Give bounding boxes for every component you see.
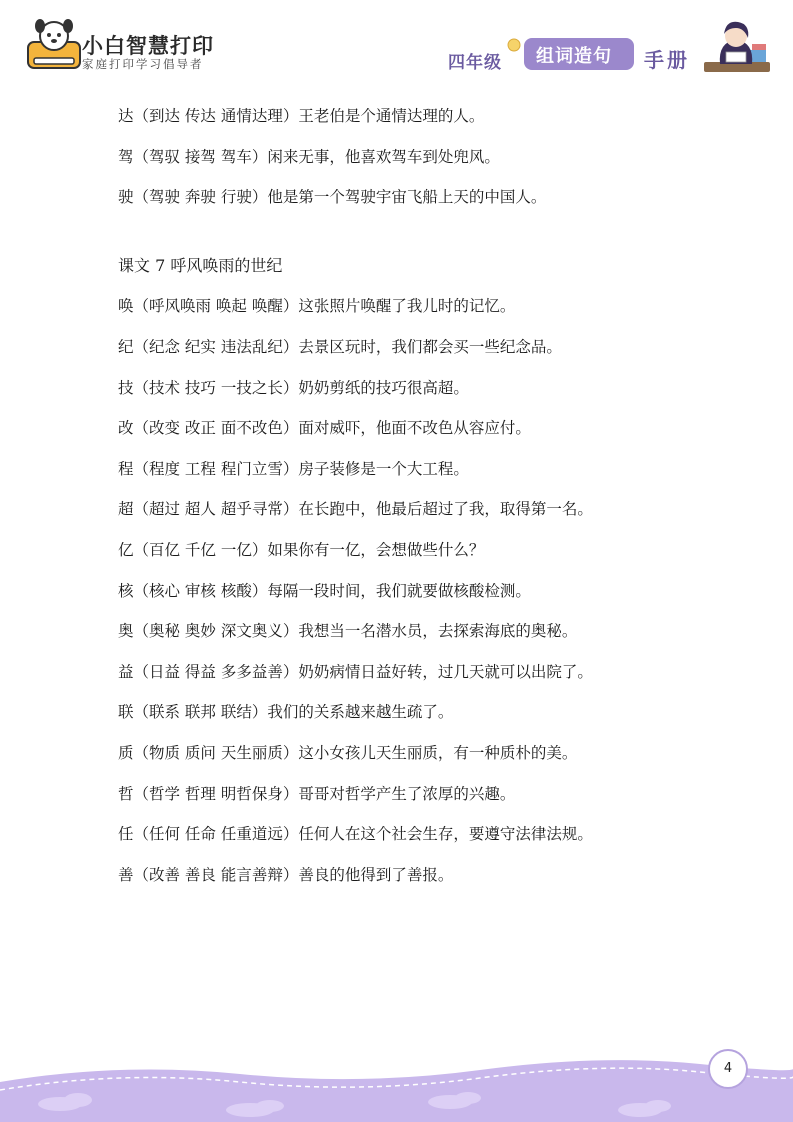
entry-line: 亿（百亿 千亿 一亿）如果你有一亿，会想做些什么？ — [118, 540, 485, 559]
printer-dog-logo-icon — [26, 18, 82, 70]
entry-line: 核（核心 审核 核酸）每隔一段时间，我们就要做核酸检测。 — [118, 581, 531, 600]
entry-line: 驶（驾驶 奔驶 行驶）他是第一个驾驶宇宙飞船上天的中国人。 — [118, 188, 547, 207]
page-number: 4 — [708, 1049, 748, 1089]
entry-line: 驾（驾驭 接驾 驾车）闲来无事，他喜欢驾车到处兜风。 — [118, 147, 500, 166]
page-header — [0, 0, 793, 86]
entry-line: 质（物质 质问 天生丽质）这小女孩儿天生丽质，有一种质朴的美。 — [118, 743, 578, 762]
main-content — [118, 103, 718, 902]
grade-label: 四年级 — [448, 53, 502, 73]
entry-line: 达（到达 传达 通情达理）王老伯是个通情达理的人。 — [118, 107, 485, 125]
entry-line: 程（程度 工程 程门立雪）房子装修是一个大工程。 — [118, 459, 469, 478]
entry-line: 改（改变 改正 面不改色）面对威吓，他面不改色从容应付。 — [118, 419, 531, 438]
entry-line: 奥（奥秘 奥妙 深文奥义）我想当一名潜水员，去探索海底的奥秘。 — [118, 622, 578, 641]
footer-wave — [0, 1040, 793, 1122]
entry-line: 哲（哲学 哲理 明哲保身）哥哥对哲学产生了浓厚的兴趣。 — [118, 784, 516, 803]
entry-line: 纪（纪念 纪实 违法乱纪）去景区玩时，我们都会买一些纪念品。 — [118, 337, 562, 356]
entry-line: 技（技术 技巧 一技之长）奶奶剪纸的技巧很高超。 — [118, 378, 469, 397]
lesson-title: 课文 7 呼风唤雨的世纪 — [118, 255, 283, 275]
entry-line: 联（联系 联邦 联结）我们的关系越来越生疏了。 — [118, 703, 454, 722]
entry-line: 超（超过 超人 超乎寻常）在长跑中，他最后超过了我，取得第一名。 — [118, 500, 593, 519]
coin-icon — [507, 38, 521, 52]
entry-line: 善（改善 善良 能言善辩）善良的他得到了善报。 — [118, 865, 454, 884]
title-tail: 手册 — [644, 48, 690, 72]
entry-line: 益（日益 得益 多多益善）奶奶病情日益好转，过几天就可以出院了。 — [118, 662, 593, 681]
brand-slogan: 家庭打印学习倡导者 — [82, 57, 204, 71]
title-pill-text: 组词造句 — [536, 46, 612, 67]
brand-name: 小白智慧打印 — [82, 34, 214, 58]
girl-reading-icon — [700, 12, 772, 76]
entry-line: 任（任何 任命 任重道远）任何人在这个社会生存，要遵守法律法规。 — [118, 825, 593, 844]
entry-line: 唤（呼风唤雨 唤起 唤醒）这张照片唤醒了我儿时的记忆。 — [118, 297, 516, 316]
